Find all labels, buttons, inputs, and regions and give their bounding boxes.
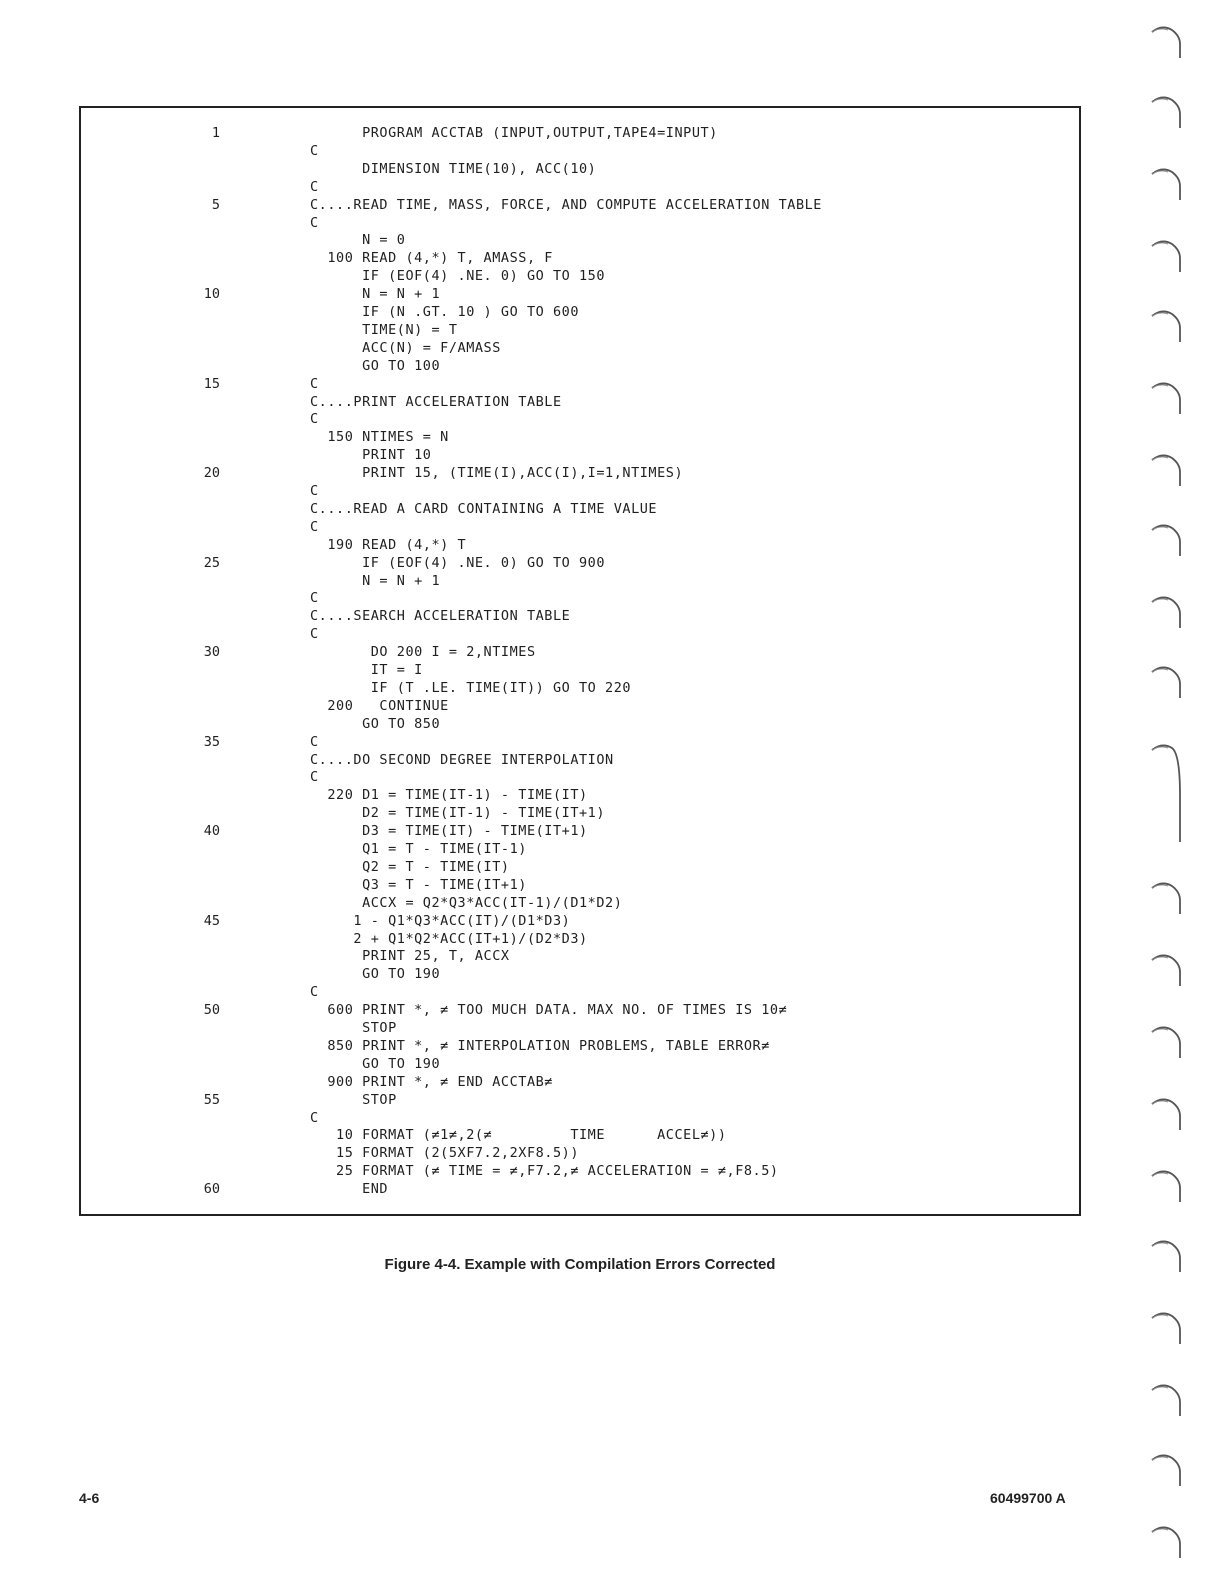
line-number xyxy=(190,249,220,267)
line-number: 25 xyxy=(203,554,220,571)
code-line: IF (T .LE. TIME(IT)) GO TO 220 xyxy=(310,679,632,696)
code-line: 15 FORMAT (2(5XF7.2,2XF8.5)) xyxy=(310,1145,580,1162)
line-number xyxy=(190,661,220,679)
line-number xyxy=(190,303,220,321)
line-number xyxy=(190,768,220,786)
line-number xyxy=(190,947,220,965)
line-number: 15 xyxy=(203,375,220,392)
line-number: 20 xyxy=(203,465,220,482)
code-line: C xyxy=(310,411,319,428)
line-number: 30 xyxy=(203,644,220,661)
code-line: ACC(N) = F/AMASS xyxy=(310,339,501,356)
code-line: C xyxy=(310,142,319,159)
line-number xyxy=(190,393,220,411)
binder-ring-icon xyxy=(1148,450,1188,494)
line-number xyxy=(190,589,220,607)
binder-ring-icon xyxy=(1148,236,1188,280)
code-line: 150 NTIMES = N xyxy=(310,429,449,446)
code-line: 100 READ (4,*) T, AMASS, F xyxy=(310,250,553,267)
line-number xyxy=(190,786,220,804)
line-number xyxy=(190,1126,220,1144)
code-line: C....READ TIME, MASS, FORCE, AND COMPUTE ACCELERATION TABLE xyxy=(310,196,822,213)
line-number xyxy=(190,339,220,357)
line-number xyxy=(190,214,220,232)
line-number xyxy=(190,965,220,983)
line-number xyxy=(190,1019,220,1037)
line-number xyxy=(190,428,220,446)
line-number xyxy=(190,894,220,912)
binder-ring-icon xyxy=(1148,306,1188,350)
code-line: IT = I xyxy=(310,662,423,678)
line-number xyxy=(190,983,220,1001)
binder-ring-icon xyxy=(1148,592,1188,636)
code-line: IF (EOF(4) .NE. 0) GO TO 150 xyxy=(310,268,606,285)
line-number xyxy=(190,500,220,518)
code-line: 1 - Q1*Q3*ACC(IT)/(D1*D3) xyxy=(310,912,571,929)
code-line: GO TO 850 xyxy=(310,715,441,732)
line-number xyxy=(190,160,220,178)
code-line: 850 PRINT *, ≠ INTERPOLATION PROBLEMS, TABLE ERROR≠ xyxy=(310,1037,770,1054)
line-number: 5 xyxy=(211,196,220,213)
code-line: C xyxy=(310,984,319,1001)
line-number xyxy=(190,607,220,625)
code-line: C xyxy=(310,483,319,499)
code-line: 600 PRINT *, ≠ TOO MUCH DATA. MAX NO. OF TIMES IS 10≠ xyxy=(310,1002,788,1019)
line-number: 45 xyxy=(203,912,220,929)
code-line: C xyxy=(310,1109,319,1126)
code-line: D2 = TIME(IT-1) - TIME(IT+1) xyxy=(310,805,606,822)
code-line: GO TO 100 xyxy=(310,357,441,374)
code-line: END xyxy=(310,1181,389,1198)
code-line: PRINT 25, T, ACCX xyxy=(310,948,510,965)
line-number: 50 xyxy=(203,1002,220,1019)
binder-ring-icon xyxy=(1148,740,1188,850)
line-number xyxy=(190,321,220,339)
line-number xyxy=(190,625,220,643)
line-number xyxy=(190,142,220,160)
code-line: N = 0 xyxy=(310,232,406,249)
code-line: C xyxy=(310,178,319,195)
binder-ring-icon xyxy=(1148,22,1188,66)
document-number: 60499700 A xyxy=(990,1490,1066,1506)
code-line: C xyxy=(310,590,319,607)
binder-ring-icon xyxy=(1148,878,1188,922)
code-line: IF (EOF(4) .NE. 0) GO TO 900 xyxy=(310,554,606,571)
line-number xyxy=(190,1073,220,1091)
line-number xyxy=(190,876,220,894)
binder-ring-icon xyxy=(1148,1450,1188,1494)
line-number xyxy=(190,446,220,464)
code-line: GO TO 190 xyxy=(310,1055,441,1072)
line-number xyxy=(190,518,220,536)
code-line: D3 = TIME(IT) - TIME(IT+1) xyxy=(310,823,588,840)
code-line: N = N + 1 xyxy=(310,286,441,303)
code-line: C....READ A CARD CONTAINING A TIME VALUE xyxy=(310,500,658,517)
code-line: Q2 = T - TIME(IT) xyxy=(310,858,510,875)
code-line: PROGRAM ACCTAB (INPUT,OUTPUT,TAPE4=INPUT) xyxy=(310,125,718,141)
code-line: Q1 = T - TIME(IT-1) xyxy=(310,841,527,857)
binder-ring-icon xyxy=(1148,1022,1188,1066)
line-number xyxy=(190,804,220,822)
line-number xyxy=(190,1162,220,1180)
code-line: 200 CONTINUE xyxy=(310,697,449,714)
code-line: Q3 = T - TIME(IT+1) xyxy=(310,876,527,893)
code-line: 190 READ (4,*) T xyxy=(310,536,467,553)
code-line: DO 200 I = 2,NTIMES xyxy=(310,644,536,661)
binder-ring-icon xyxy=(1148,92,1188,136)
code-line: DIMENSION TIME(10), ACC(10) xyxy=(310,160,597,177)
binder-ring-icon xyxy=(1148,1236,1188,1280)
code-line: IF (N .GT. 10 ) GO TO 600 xyxy=(310,304,580,320)
line-number xyxy=(190,572,220,590)
page-number: 4-6 xyxy=(79,1490,100,1506)
line-number xyxy=(190,231,220,249)
code-line: 220 D1 = TIME(IT-1) - TIME(IT) xyxy=(310,787,588,804)
line-number xyxy=(190,1037,220,1055)
code-line: 2 + Q1*Q2*ACC(IT+1)/(D2*D3) xyxy=(310,930,588,947)
code-line: C....PRINT ACCELERATION TABLE xyxy=(310,393,562,410)
line-number: 10 xyxy=(203,286,220,303)
binder-ring-icon xyxy=(1148,1380,1188,1424)
code-line: STOP xyxy=(310,1091,397,1108)
code-line: C xyxy=(310,769,319,786)
code-line: STOP xyxy=(310,1020,397,1036)
binder-ring-icon xyxy=(1148,378,1188,422)
line-number: 1 xyxy=(211,125,220,141)
code-line: C....SEARCH ACCELERATION TABLE xyxy=(310,608,571,625)
code-line: 25 FORMAT (≠ TIME = ≠,F7.2,≠ ACCELERATION = ≠,F8.5) xyxy=(310,1163,779,1180)
line-number xyxy=(190,178,220,196)
binder-ring-icon xyxy=(1148,1166,1188,1210)
code-line: PRINT 10 xyxy=(310,447,432,464)
binder-ring-icon xyxy=(1148,164,1188,208)
line-number xyxy=(190,840,220,858)
line-number: 35 xyxy=(203,733,220,750)
line-number xyxy=(190,357,220,375)
line-number xyxy=(190,1109,220,1127)
binder-ring-icon xyxy=(1148,662,1188,706)
line-number xyxy=(190,482,220,500)
line-number: 55 xyxy=(203,1091,220,1108)
code-line: C xyxy=(310,626,319,643)
line-number: 60 xyxy=(203,1181,220,1198)
code-line: PRINT 15, (TIME(I),ACC(I),I=1,NTIMES) xyxy=(310,465,684,482)
binder-ring-icon xyxy=(1148,950,1188,994)
code-line: C xyxy=(310,733,319,750)
line-number xyxy=(190,536,220,554)
line-number xyxy=(190,679,220,697)
code-line: 10 FORMAT (≠1≠,2(≠ TIME ACCEL≠)) xyxy=(310,1127,727,1144)
code-line: C xyxy=(310,375,319,392)
figure-caption: Figure 4-4. Example with Compilation Errors Corrected xyxy=(384,1256,776,1273)
line-number xyxy=(190,930,220,948)
code-line: GO TO 190 xyxy=(310,966,441,983)
binder-ring-icon xyxy=(1148,520,1188,564)
binder-ring-icon xyxy=(1148,1094,1188,1138)
line-number xyxy=(190,1144,220,1162)
code-line: C xyxy=(310,518,319,535)
code-line: C xyxy=(310,214,319,231)
code-line: ACCX = Q2*Q3*ACC(IT-1)/(D1*D2) xyxy=(310,894,623,911)
line-number xyxy=(190,697,220,715)
line-number xyxy=(190,858,220,876)
code-line: C....DO SECOND DEGREE INTERPOLATION xyxy=(310,751,614,768)
line-number xyxy=(190,715,220,733)
binder-ring-icon xyxy=(1148,1522,1188,1566)
line-number xyxy=(190,267,220,285)
code-line: TIME(N) = T xyxy=(310,321,458,338)
code-line: 900 PRINT *, ≠ END ACCTAB≠ xyxy=(310,1073,553,1090)
line-number xyxy=(190,1055,220,1073)
line-number: 40 xyxy=(203,823,220,840)
binder-ring-icon xyxy=(1148,1308,1188,1352)
line-number xyxy=(190,410,220,428)
line-number xyxy=(190,751,220,769)
code-line: N = N + 1 xyxy=(310,572,441,589)
